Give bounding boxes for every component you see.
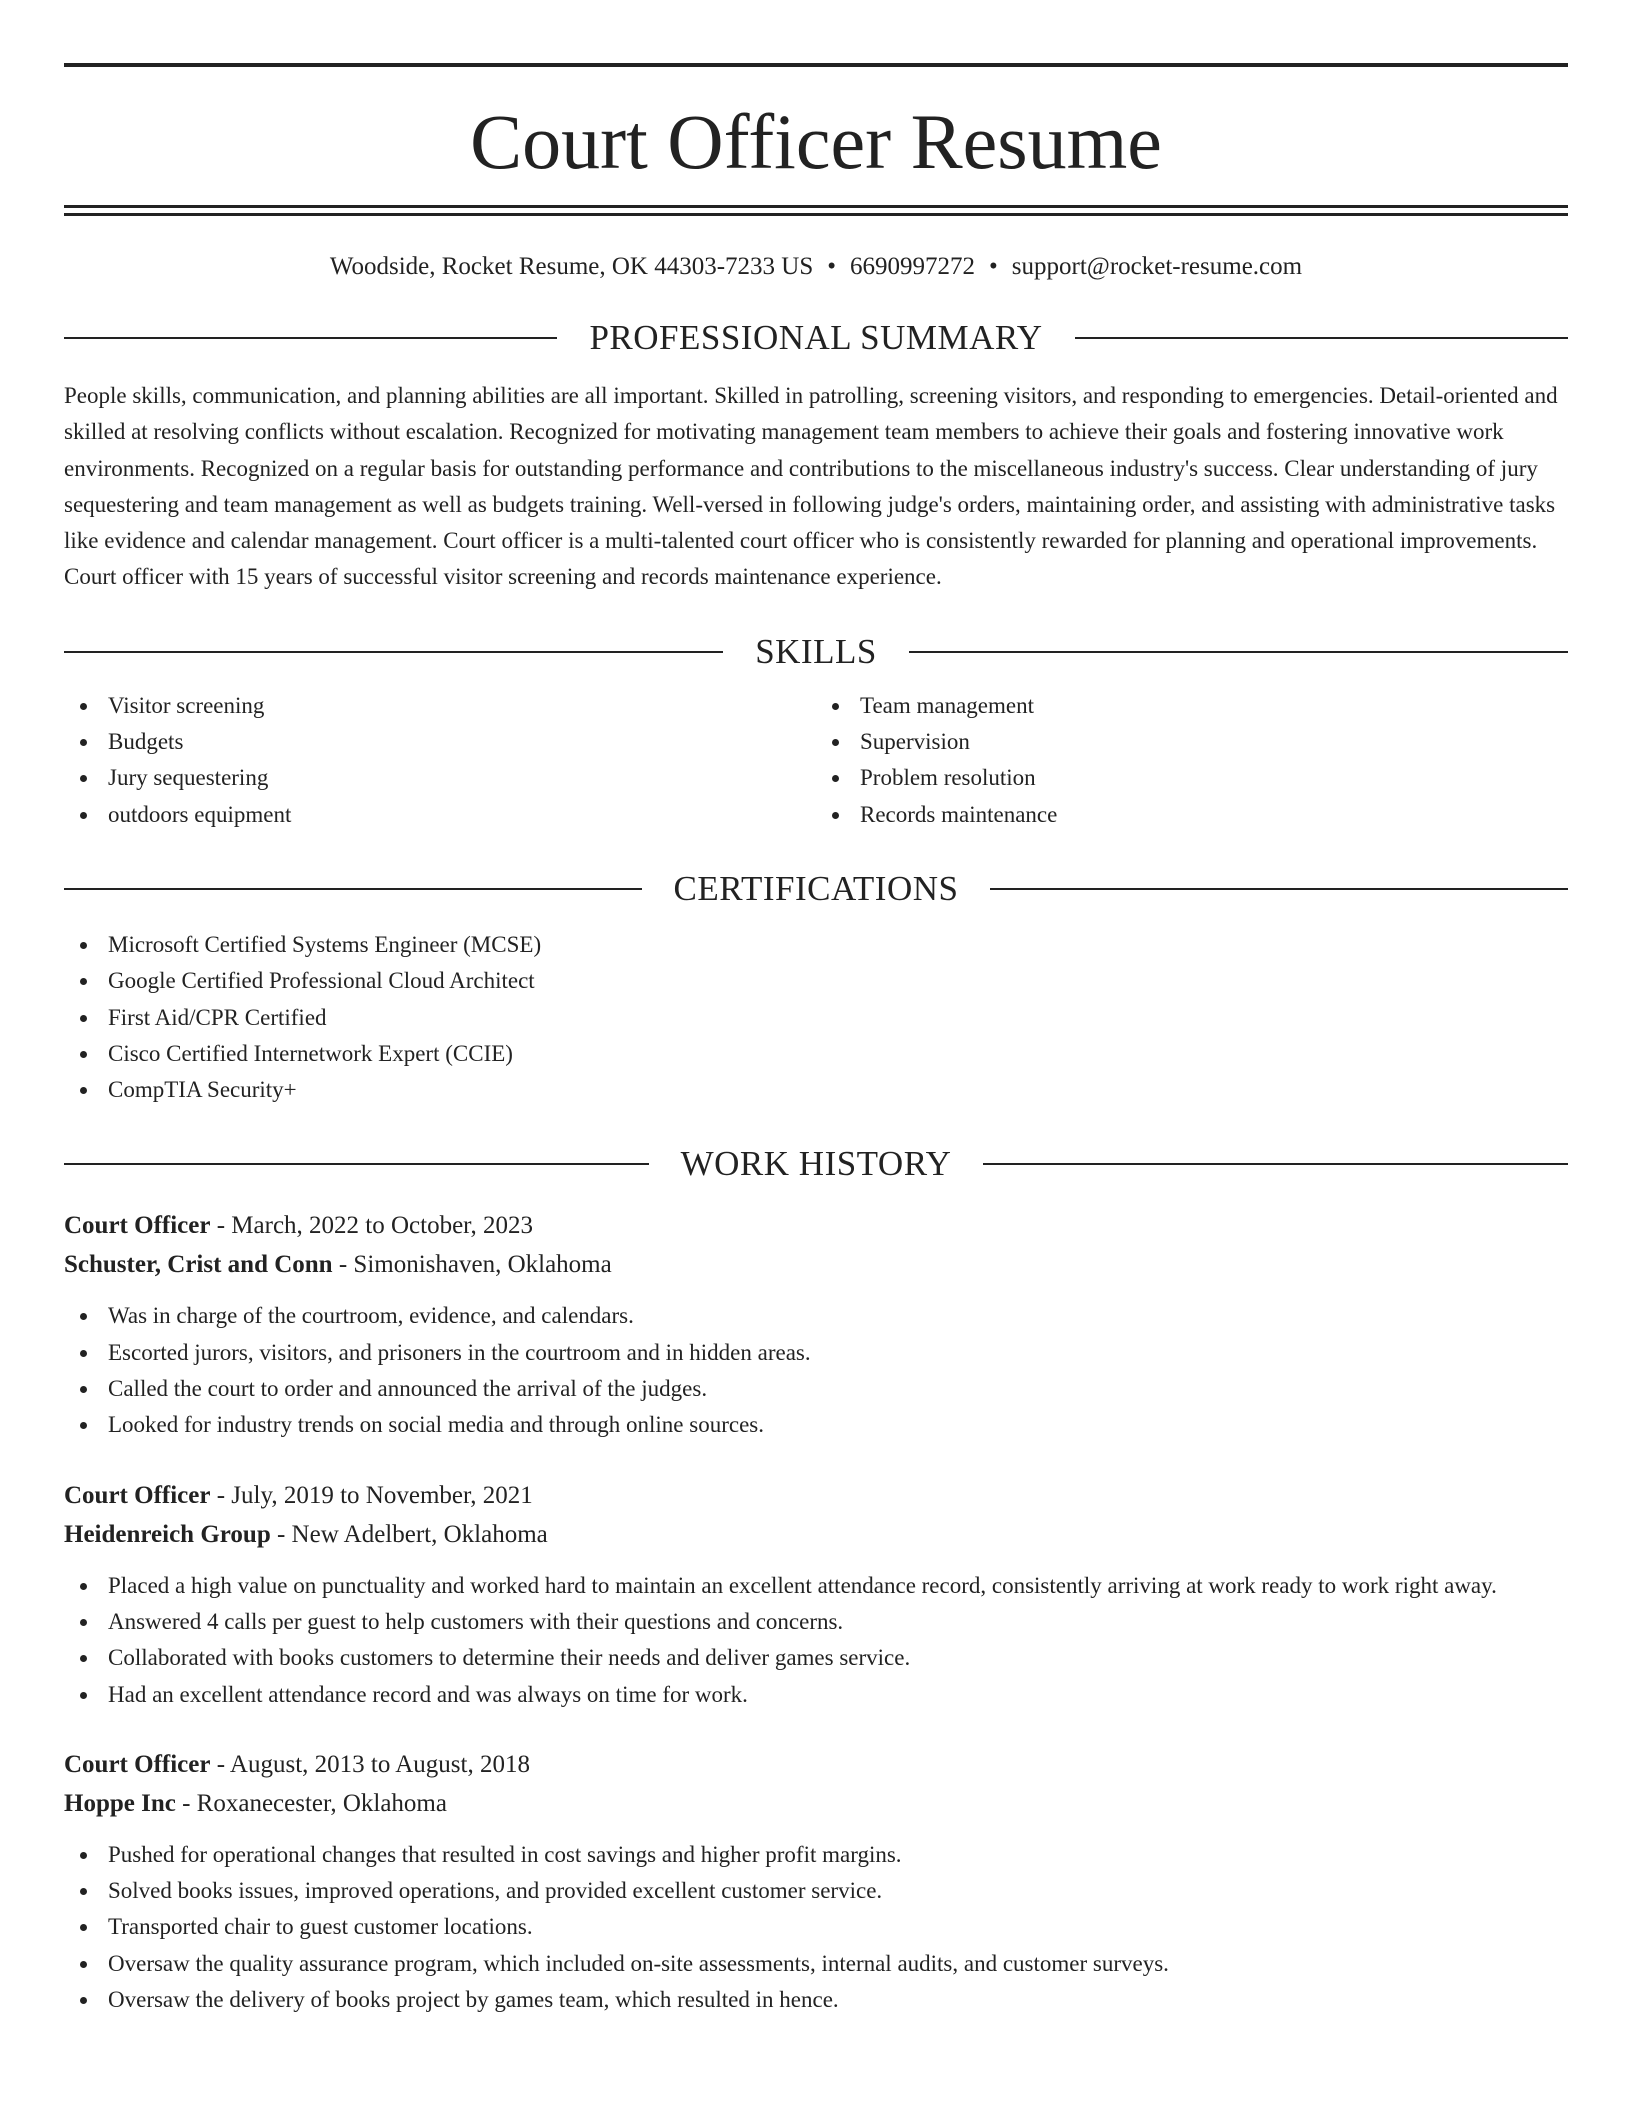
job-company-line <box>64 1784 1568 1823</box>
job-bullet: Escorted jurors, visitors, and prisoners in the courtroom and in hidden areas. <box>64 1335 1568 1371</box>
section-rule-left <box>64 651 723 653</box>
section-title-work-history: WORK HISTORY <box>680 1144 952 1184</box>
job-role-line <box>64 1206 1568 1245</box>
job-bullets <box>64 1837 1568 2018</box>
job-bullet: Had an excellent attendance record and was always on time for work. <box>64 1677 1568 1713</box>
top-rule <box>64 63 1568 67</box>
job-location: - Simonishaven, Oklahoma <box>332 1251 612 1279</box>
section-title-summary: PROFESSIONAL SUMMARY <box>589 318 1043 357</box>
job-location: - New Adelbert, Oklahoma <box>270 1520 548 1548</box>
skill-item: Budgets <box>64 724 816 760</box>
job-company-line <box>64 1245 1568 1284</box>
skill-item: Team management <box>816 688 1568 724</box>
job-bullets <box>64 1568 1568 1713</box>
contact-address: Woodside, Rocket Resume, OK 44303-7233 US <box>329 253 814 280</box>
skill-item: Records maintenance <box>816 797 1568 833</box>
section-rule-left <box>64 337 557 339</box>
job-bullet: Called the court to order and announced the arrival of the judges. <box>64 1371 1568 1407</box>
job-location: - Roxanecester, Oklahoma <box>175 1789 447 1817</box>
skill-item: Supervision <box>816 724 1568 760</box>
title-double-rule <box>64 205 1568 216</box>
job-bullet: Looked for industry trends on social media and through online sources. <box>64 1407 1568 1443</box>
job-bullet: Placed a high value on punctuality and worked hard to maintain an excellent attendance record, consistently arriving at work ready to work right away. <box>64 1568 1568 1604</box>
resume-title: Court Officer Resume <box>470 98 1162 185</box>
job-role-line <box>64 1476 1568 1515</box>
job-dates: - August, 2013 to August, 2018 <box>210 1750 530 1778</box>
job-role-line <box>64 1745 1568 1784</box>
section-header-certifications <box>64 869 1568 909</box>
contact-separator: • <box>827 253 837 280</box>
job-bullet: Oversaw the quality assurance program, which included on-site assessments, internal audits, and customer surveys. <box>64 1946 1568 1982</box>
job-bullet: Oversaw the delivery of books project by games team, which resulted in hence. <box>64 1982 1568 2018</box>
job-bullet: Transported chair to guest customer locations. <box>64 1909 1568 1945</box>
contact-phone: 6690997272 <box>850 253 976 280</box>
skills-column-right <box>816 688 1568 833</box>
skills-column-left <box>64 688 816 833</box>
job-bullets <box>64 1298 1568 1443</box>
contact-separator: • <box>989 253 998 280</box>
section-header-work-history <box>64 1144 1568 1184</box>
certification-item: CompTIA Security+ <box>64 1072 1568 1108</box>
skill-item: Visitor screening <box>64 688 816 724</box>
skill-item: Jury sequestering <box>64 760 816 796</box>
skills-list <box>64 688 1568 833</box>
job-bullet: Pushed for operational changes that resulted in cost savings and higher profit margins. <box>64 1837 1568 1873</box>
certifications-list <box>64 927 1568 1108</box>
section-header-summary <box>64 318 1568 358</box>
section-header-skills <box>64 632 1568 672</box>
job-bullet: Was in charge of the courtroom, evidence, and calendars. <box>64 1298 1568 1334</box>
section-rule-left <box>64 1163 649 1165</box>
section-rule-right <box>1075 337 1568 339</box>
section-rule-right <box>990 888 1568 890</box>
contact-line <box>64 252 1568 282</box>
job-company: Hoppe Inc <box>64 1789 176 1817</box>
job-dates: - March, 2022 to October, 2023 <box>210 1212 534 1240</box>
certification-item: Microsoft Certified Systems Engineer (MCSE) <box>64 927 1568 963</box>
certification-item: Google Certified Professional Cloud Architect <box>64 963 1568 999</box>
job-role: Court Officer <box>64 1481 211 1509</box>
skill-item: outdoors equipment <box>64 797 816 833</box>
certification-item: Cisco Certified Internetwork Expert (CCIE) <box>64 1036 1568 1072</box>
section-title-skills: SKILLS <box>755 631 877 671</box>
job-entry <box>64 1745 1568 2018</box>
job-bullet: Answered 4 calls per guest to help customers with their questions and concerns. <box>64 1604 1568 1640</box>
certification-item: First Aid/CPR Certified <box>64 1000 1568 1036</box>
section-title-certifications: CERTIFICATIONS <box>673 868 959 908</box>
job-role: Court Officer <box>64 1212 211 1240</box>
section-rule-right <box>983 1163 1568 1165</box>
section-rule-left <box>64 888 642 890</box>
skill-item: Problem resolution <box>816 760 1568 796</box>
job-entry <box>64 1206 1568 1443</box>
section-rule-right <box>909 651 1568 653</box>
job-role: Court Officer <box>64 1750 211 1778</box>
job-dates: - July, 2019 to November, 2021 <box>210 1481 533 1509</box>
summary-paragraph: People skills, communication, and planning abilities are all important. Skilled in patrolling, screening visitors, and responding to emergencies. Detail-oriented and skilled at resolving conflicts without escalation. Recognized for motivating management team members to achieve their goals and fostering innovative work environments. Recognized on a regular basis for outstanding performance and contributions to the miscellaneous industry's success. Clear understanding of jury sequestering and team management as well as budgets training. Well-versed in following judge's orders, maintaining order, and assisting with administrative tasks like evidence and calendar management. Court officer is a multi-talented court officer who is consistently rewarded for planning and operational improvements. Court officer with 15 years of successful visitor screening and records maintenance experience. <box>64 383 1558 590</box>
job-bullet: Collaborated with books customers to determine their needs and deliver games service. <box>64 1640 1568 1676</box>
contact-email: support@rocket-resume.com <box>1011 253 1303 280</box>
job-company: Heidenreich Group <box>64 1520 271 1548</box>
job-company-line <box>64 1515 1568 1554</box>
job-company: Schuster, Crist and Conn <box>64 1251 333 1279</box>
job-entry <box>64 1476 1568 1713</box>
job-bullet: Solved books issues, improved operations, and provided excellent customer service. <box>64 1873 1568 1909</box>
